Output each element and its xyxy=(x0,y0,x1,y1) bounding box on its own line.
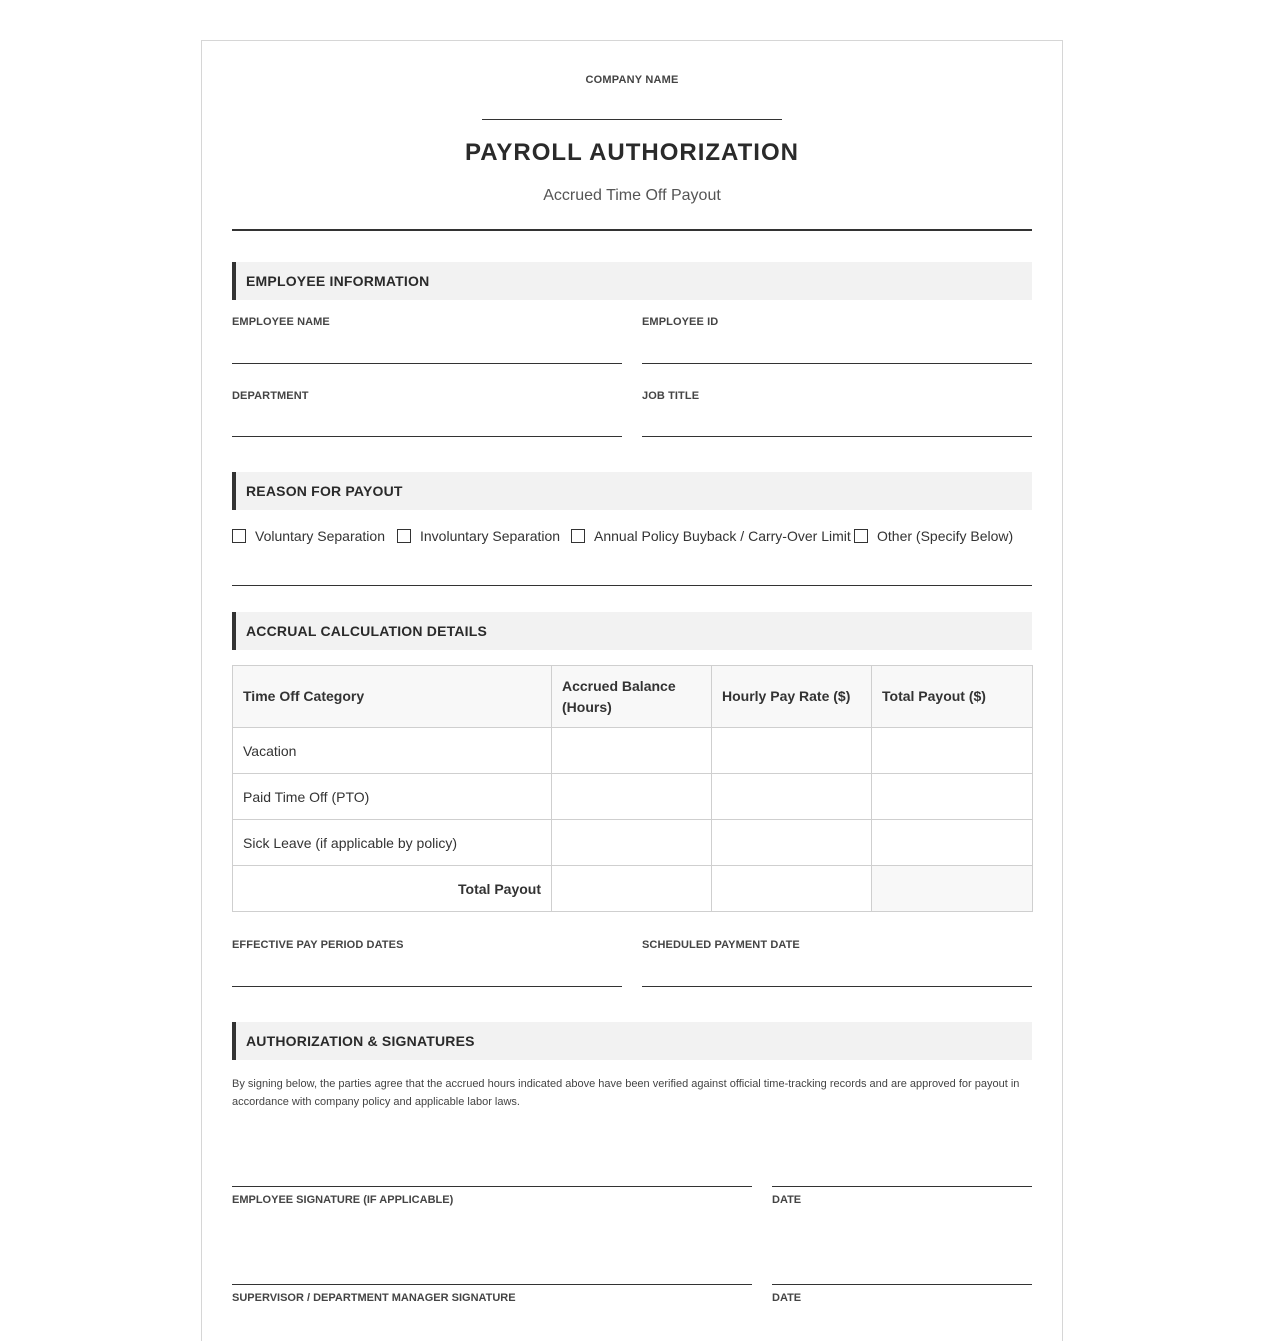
rate-cell[interactable] xyxy=(712,728,872,774)
option-voluntary-separation[interactable] xyxy=(232,527,385,545)
job-title-line[interactable] xyxy=(642,436,1032,437)
hours-cell[interactable] xyxy=(552,774,712,820)
rate-cell[interactable] xyxy=(712,774,872,820)
employee-id-label: EMPLOYEE ID xyxy=(642,316,719,328)
total-hours-cell[interactable] xyxy=(552,866,712,912)
option-other[interactable] xyxy=(854,527,1013,545)
employee-signature-line[interactable] xyxy=(232,1186,752,1187)
table-total-row xyxy=(233,866,1033,912)
table-row xyxy=(233,820,1033,866)
section-heading: AUTHORIZATION & SIGNATURES xyxy=(246,1033,475,1049)
column-header: Accrued Balance (Hours) xyxy=(552,666,712,728)
header-divider xyxy=(232,229,1032,231)
company-name-line[interactable] xyxy=(482,119,782,120)
payout-cell[interactable] xyxy=(872,728,1033,774)
hours-cell[interactable] xyxy=(552,728,712,774)
table-row xyxy=(233,728,1033,774)
option-label: Annual Policy Buyback / Carry-Over Limit xyxy=(594,528,851,544)
checkbox[interactable] xyxy=(571,529,585,543)
supervisor-date-block[interactable] xyxy=(772,1284,1032,1304)
employee-signature-label: EMPLOYEE SIGNATURE (IF APPLICABLE) xyxy=(232,1194,454,1206)
department-line[interactable] xyxy=(232,436,622,437)
payment-date-line[interactable] xyxy=(642,986,1032,987)
section-employee-information xyxy=(232,262,1032,300)
form-subtitle: Accrued Time Off Payout xyxy=(543,187,721,204)
category-cell: Paid Time Off (PTO) xyxy=(233,774,552,820)
employee-date-line[interactable] xyxy=(772,1186,1032,1187)
effective-dates-line[interactable] xyxy=(232,986,622,987)
department-label: DEPARTMENT xyxy=(232,390,309,402)
section-heading: EMPLOYEE INFORMATION xyxy=(246,273,430,289)
payout-cell[interactable] xyxy=(872,774,1033,820)
employee-id-line[interactable] xyxy=(642,363,1032,364)
accrual-table xyxy=(232,665,1033,912)
section-authorization xyxy=(232,1022,1032,1060)
effective-dates-label: EFFECTIVE PAY PERIOD DATES xyxy=(232,939,404,951)
company-name-label: COMPANY NAME xyxy=(585,74,679,86)
payment-date-label: SCHEDULED PAYMENT DATE xyxy=(642,939,800,951)
column-header: Total Payout ($) xyxy=(872,666,1033,728)
supervisor-signature-block[interactable] xyxy=(232,1284,752,1304)
option-annual-policy-buyback[interactable] xyxy=(571,527,851,545)
total-rate-cell[interactable] xyxy=(712,866,872,912)
other-specify-line[interactable] xyxy=(232,585,1032,586)
authorization-notice: By signing below, the parties agree that the accrued hours indicated above have been verified against official time-tracking records and are approved for payout in accordance with company policy and applicable labor laws. xyxy=(232,1078,1020,1108)
payment-date-field[interactable] xyxy=(642,939,1032,951)
section-reason-for-payout xyxy=(232,472,1032,510)
column-header: Hourly Pay Rate ($) xyxy=(712,666,872,728)
option-label: Other (Specify Below) xyxy=(877,528,1014,544)
department-field[interactable] xyxy=(232,390,622,402)
employee-date-block[interactable] xyxy=(772,1186,1032,1206)
checkbox[interactable] xyxy=(854,529,868,543)
column-header: Time Off Category xyxy=(233,666,552,728)
form-sheet xyxy=(201,40,1063,1341)
employee-name-label: EMPLOYEE NAME xyxy=(232,316,330,328)
form-title: PAYROLL AUTHORIZATION xyxy=(465,139,799,166)
section-heading: REASON FOR PAYOUT xyxy=(246,483,403,499)
payout-cell[interactable] xyxy=(872,820,1033,866)
category-cell: Vacation xyxy=(233,728,552,774)
table-header-row xyxy=(233,666,1033,728)
option-label: Voluntary Separation xyxy=(255,528,385,544)
job-title-label: JOB TITLE xyxy=(642,390,700,402)
checkbox[interactable] xyxy=(397,529,411,543)
reason-options xyxy=(232,527,1032,545)
job-title-field[interactable] xyxy=(642,390,1032,402)
employee-name-field[interactable] xyxy=(232,316,622,328)
total-payout-cell[interactable] xyxy=(872,866,1033,912)
employee-name-line[interactable] xyxy=(232,363,622,364)
rate-cell[interactable] xyxy=(712,820,872,866)
supervisor-date-line[interactable] xyxy=(772,1284,1032,1285)
table-row xyxy=(233,774,1033,820)
effective-dates-field[interactable] xyxy=(232,939,622,951)
section-heading: ACCRUAL CALCULATION DETAILS xyxy=(246,623,488,639)
hours-cell[interactable] xyxy=(552,820,712,866)
employee-id-field[interactable] xyxy=(642,316,1032,328)
supervisor-signature-label: SUPERVISOR / DEPARTMENT MANAGER SIGNATURE xyxy=(232,1292,516,1304)
supervisor-signature-line[interactable] xyxy=(232,1284,752,1285)
category-cell: Sick Leave (if applicable by policy) xyxy=(233,820,552,866)
section-accrual-calculation xyxy=(232,612,1032,650)
total-payout-label: Total Payout xyxy=(233,866,552,912)
checkbox[interactable] xyxy=(232,529,246,543)
employee-signature-block[interactable] xyxy=(232,1186,752,1206)
employee-date-label: DATE xyxy=(772,1194,802,1206)
option-involuntary-separation[interactable] xyxy=(397,527,560,545)
supervisor-date-label: DATE xyxy=(772,1292,802,1304)
option-label: Involuntary Separation xyxy=(420,528,561,544)
